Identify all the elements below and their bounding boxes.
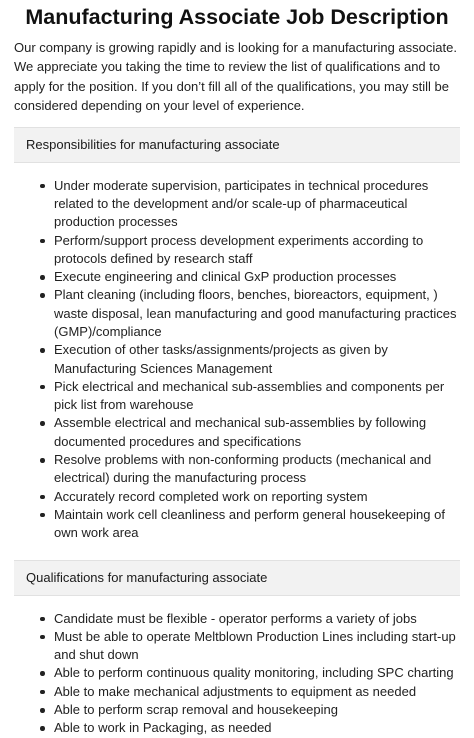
qualifications-heading: Qualifications for manufacturing associate <box>26 570 268 586</box>
list-item: Able to perform scrap removal and housekeeping <box>38 701 460 719</box>
list-item: Must be able to operate Meltblown Production Lines including start-up and shut down <box>38 628 460 665</box>
responsibilities-heading: Responsibilities for manufacturing associate <box>26 137 280 153</box>
list-item: Pick electrical and mechanical sub-assemblies and components per pick list from warehouse <box>38 378 460 415</box>
intro-paragraph: Our company is growing rapidly and is looking for a manufacturing associate. We appreciate you taking the time to review the list of qualifications and to apply for the position. If you don’t fill all of the qualifications, you may still be considered depending on your level of experience. <box>14 40 457 114</box>
list-item: Execute engineering and clinical GxP production processes <box>38 268 460 286</box>
list-item: Able to make mechanical adjustments to equipment as needed <box>38 683 460 701</box>
list-item: Maintain work cell cleanliness and perform general housekeeping of own work area <box>38 506 460 543</box>
list-item: Assemble electrical and mechanical sub-assemblies by following documented procedures and specifications <box>38 414 460 451</box>
list-item: Able to work in Packaging, as needed <box>38 719 460 737</box>
qualifications-list <box>14 610 460 738</box>
qualifications-header <box>14 560 460 596</box>
list-item: Under moderate supervision, participates in technical procedures related to the development and/or scale-up of pharmaceutical production processes <box>38 177 460 232</box>
list-item: Candidate must be flexible - operator performs a variety of jobs <box>38 610 460 628</box>
list-item: Resolve problems with non-conforming products (mechanical and electrical) during the manufacturing process <box>38 451 460 488</box>
list-item: Able to perform continuous quality monitoring, including SPC charting <box>38 664 460 682</box>
responsibilities-header <box>14 127 460 163</box>
list-item: Accurately record completed work on reporting system <box>38 488 460 506</box>
list-item: Execution of other tasks/assignments/projects as given by Manufacturing Sciences Management <box>38 341 460 378</box>
page-title: Manufacturing Associate Job Description <box>25 5 449 29</box>
responsibilities-list <box>14 177 460 543</box>
list-item: Plant cleaning (including floors, benches, bioreactors, equipment, ) waste disposal, lean manufacturing and good manufacturing practices (GMP)/compliance <box>38 286 460 341</box>
list-item: Perform/support process development experiments according to protocols defined by research staff <box>38 232 460 269</box>
